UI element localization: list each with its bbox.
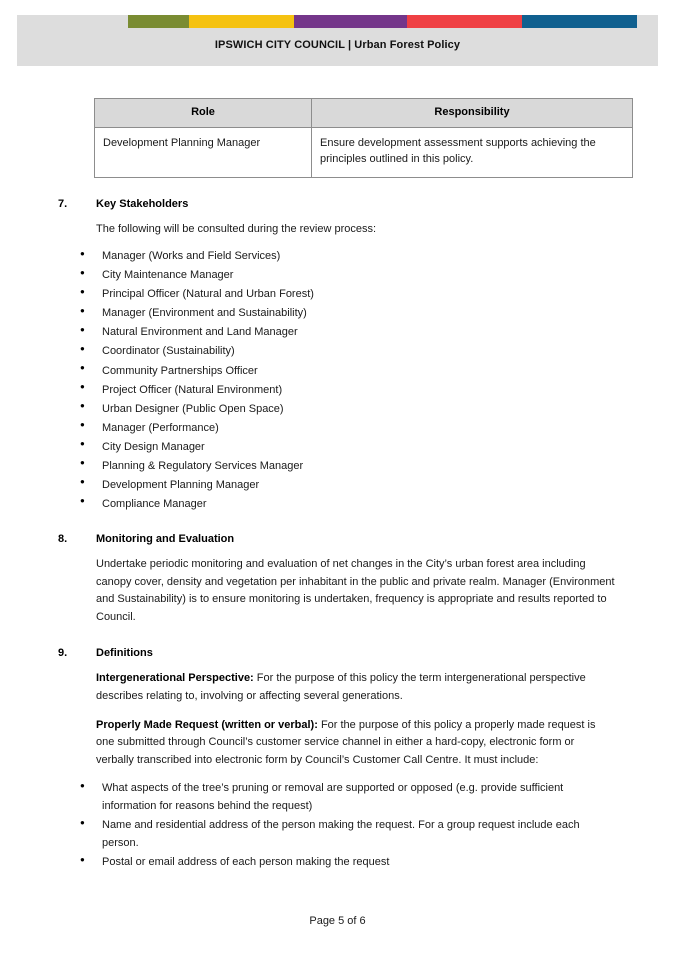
definition-term: Properly Made Request (written or verbal): <box>96 718 318 731</box>
section-heading: Monitoring and Evaluation <box>96 532 235 545</box>
section-content <box>60 556 615 627</box>
list-item: ● City Maintenance Manager <box>102 266 615 284</box>
page-header <box>17 15 658 66</box>
color-segment-blue <box>522 15 637 28</box>
definition-text: For the purpose of this policy the term intergenerational perspective describes relating to, involving or affecting several generations. <box>96 672 586 702</box>
color-segment-purple <box>294 15 407 28</box>
list-item: ● Postal or email address of each person making the request <box>102 853 615 871</box>
table-row <box>95 127 633 177</box>
list-item: ● Manager (Environment and Sustainability) <box>102 304 615 322</box>
stakeholders-list <box>60 247 615 512</box>
section-key-stakeholders <box>0 198 675 513</box>
color-segment-green <box>128 15 189 28</box>
list-item: ● What aspects of the tree’s pruning or removal are supported or opposed (e.g. provide sufficient information for reasons behind the request) <box>102 779 615 815</box>
list-item: ● Manager (Performance) <box>102 419 615 437</box>
definition-properly-made-request <box>96 717 615 770</box>
table-header-responsibility: Responsibility <box>312 99 633 128</box>
section-monitoring-evaluation <box>0 533 675 627</box>
stakeholders-intro: The following will be consulted during the review process: <box>96 222 377 235</box>
roles-table-wrapper <box>94 98 614 178</box>
brand-color-bar <box>128 15 637 28</box>
definition-intergenerational <box>96 670 615 706</box>
list-item: ● Manager (Works and Field Services) <box>102 247 615 265</box>
section-heading: Definitions <box>96 647 153 659</box>
header-title: IPSWICH CITY COUNCIL | Urban Forest Policy <box>214 39 461 51</box>
section-definitions <box>0 647 675 871</box>
list-item: ● Name and residential address of the person making the request. For a group request include each person. <box>102 816 615 852</box>
section-number: 8. <box>58 532 68 545</box>
list-item: ● City Design Manager <box>102 438 615 456</box>
section-number: 9. <box>58 647 68 659</box>
list-item: ● Planning & Regulatory Services Manager <box>102 457 615 475</box>
request-requirements-list <box>60 779 615 871</box>
definition-text: For the purpose of this policy a properly made request is one submitted through Council’s customer service channel in either a hard-copy, electronic form or verbally transcribed into electronic form by Council’s Customer Call Centre. It must include: <box>96 718 596 767</box>
table-header-row <box>95 99 633 128</box>
list-item: ● Urban Designer (Public Open Space) <box>102 400 615 418</box>
section-content <box>60 221 615 239</box>
document-body <box>0 98 675 872</box>
table-cell-role: Development Planning Manager <box>95 127 312 177</box>
table-cell-responsibility: Ensure development assessment supports achieving the principles outlined in this policy. <box>312 127 633 177</box>
list-item: ● Project Officer (Natural Environment) <box>102 381 615 399</box>
definition-term: Intergenerational Perspective: <box>96 672 254 684</box>
list-item: ● Principal Officer (Natural and Urban Forest) <box>102 285 615 303</box>
page-footer: Page 5 of 6 <box>309 915 366 927</box>
section-content <box>60 670 615 770</box>
color-segment-red <box>407 15 522 28</box>
list-item: ● Compliance Manager <box>102 495 615 513</box>
list-item: ● Coordinator (Sustainability) <box>102 342 615 360</box>
roles-responsibility-table <box>94 98 633 178</box>
monitoring-paragraph: Undertake periodic monitoring and evaluation of net changes in the City’s urban forest area including canopy cover, density and vegetation per inhabitant in the public and private realm. Manager (Environment and Sustainability) is to ensure monitoring is undertaken, frequency is appropriate and results reported to Council. <box>96 557 615 624</box>
list-item: ● Natural Environment and Land Manager <box>102 323 615 341</box>
section-heading: Key Stakeholders <box>96 197 189 210</box>
section-number: 7. <box>58 197 68 210</box>
list-item: ● Community Partnerships Officer <box>102 362 615 380</box>
table-header-role: Role <box>95 99 312 128</box>
list-item: ● Development Planning Manager <box>102 476 615 494</box>
color-segment-yellow <box>189 15 294 28</box>
